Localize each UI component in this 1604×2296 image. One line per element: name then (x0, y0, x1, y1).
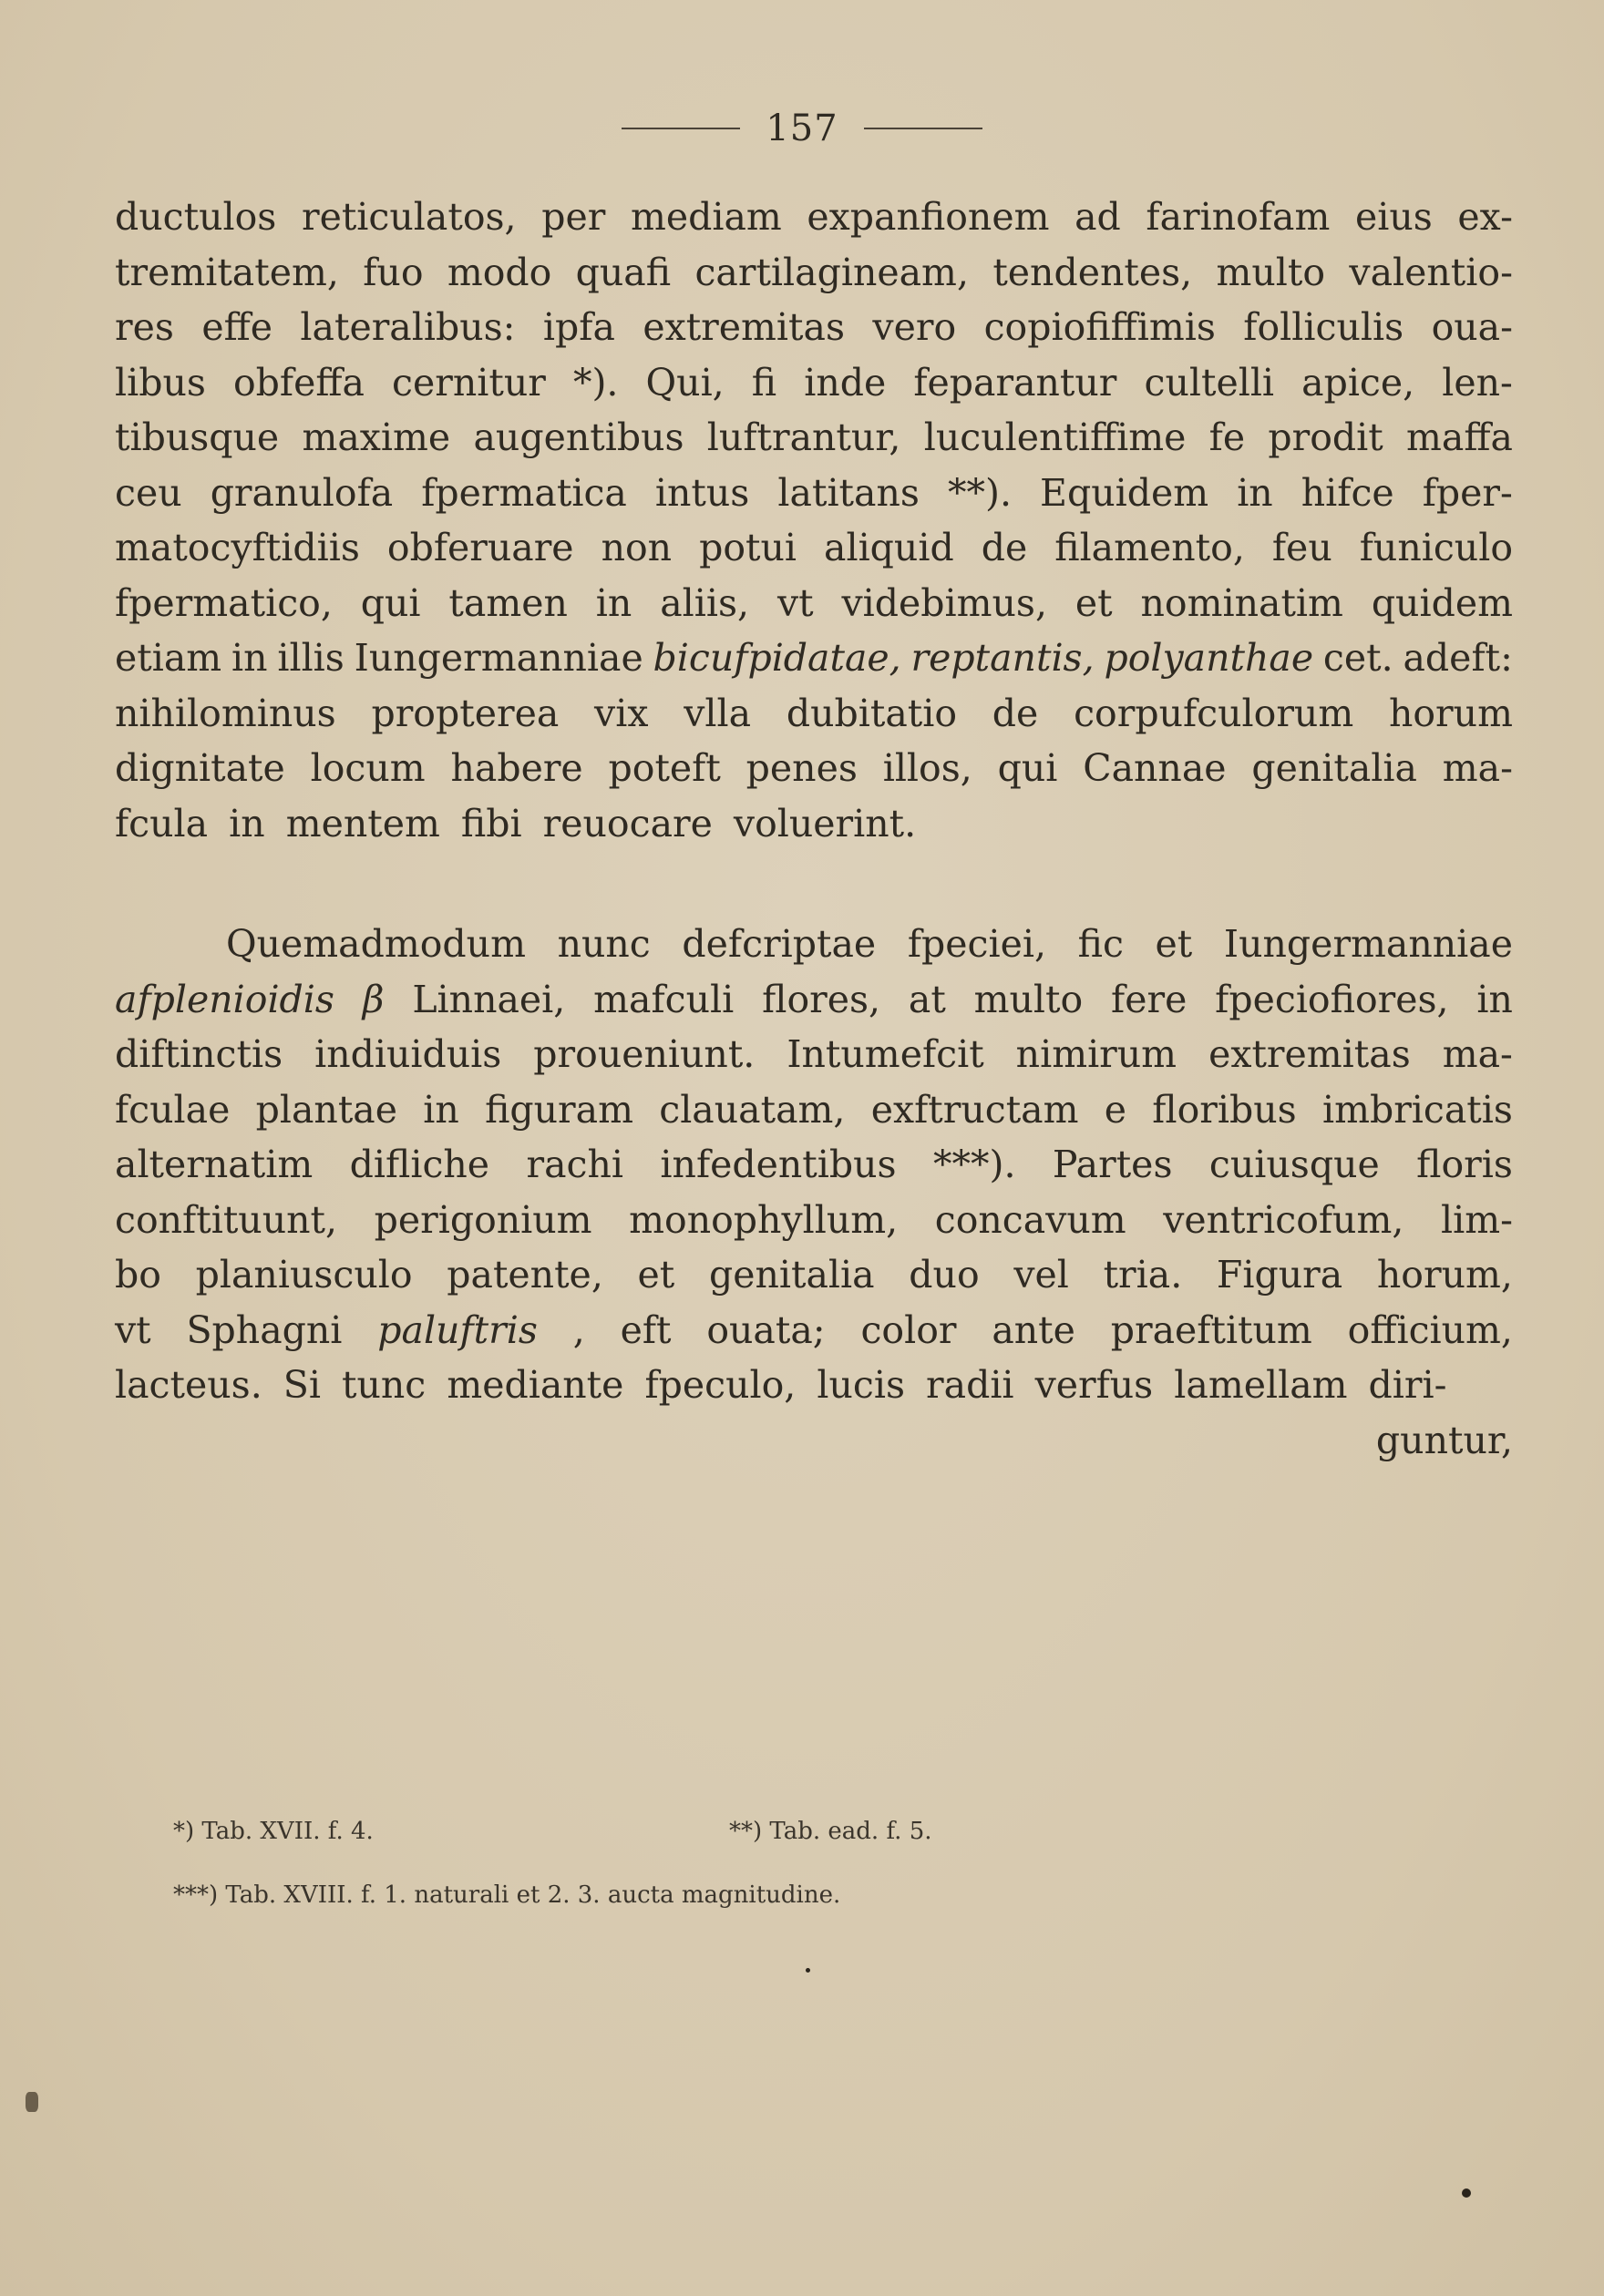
paragraph-1 (115, 190, 1513, 851)
text-line: tremitatem, fuo modo quafi cartilagineam, tendentes, multo valentio- (115, 250, 1513, 294)
text-line: diftinctis indiuiduis proueniunt. Intumefcit nimirum extremitas ma- (115, 1032, 1513, 1076)
text-line: Quemadmodum nunc defcriptae fpeciei, fic et Iungermanniae (226, 922, 1513, 966)
text-line: conftituunt, perigonium monophyllum, concavum ventricofum, lim- (115, 1197, 1513, 1242)
text-line: vt Sphagni paluftris , eft ouata; color ante praeftitum officium, (115, 1307, 1513, 1352)
text-line: fpermatico, qui tamen in aliis, vt videbimus, et nominatim quidem (115, 580, 1513, 625)
text-line: alternatim difliche rachi infedentibus ***). Partes cuiusque floris (115, 1143, 1513, 1186)
page-number: 157 (766, 108, 838, 149)
text-line: dignitate locum habere poteft penes illos, qui Cannae genitalia ma- (115, 746, 1513, 790)
paper-speck (806, 1968, 810, 1973)
text-line: matocyftidiis obferuare non potui aliquid de filamento, feu funiculo (115, 526, 1513, 569)
text-line: lacteus. Si tunc mediante fpeculo, lucis radii verfus lamellam diri- (115, 1363, 1447, 1407)
text-line: fculae plantae in figuram clauatam, exftructam e floribus imbricatis (115, 1087, 1513, 1132)
footnotes (173, 1799, 1449, 1927)
text-line: ductulos reticulatos, per mediam expanfionem ad farinofam eius ex- (115, 195, 1513, 239)
header-rule-right (864, 128, 982, 129)
footnote-3: ***) Tab. XVIII. f. 1. naturali et 2. 3. aucta magnitudine. (173, 1881, 841, 1909)
main-text (115, 190, 1513, 1468)
footnote-2: **) Tab. ead. f. 5. (729, 1818, 932, 1845)
text-line: libus obfeffa cernitur *). Qui, fi inde feparantur cultelli apice, len- (115, 360, 1513, 405)
text-line: tibusque maxime augentibus luftrantur, luculentiffime fe prodit maffa (115, 415, 1513, 459)
catchword-line (115, 1413, 1513, 1469)
paper-speck (1462, 2188, 1471, 2198)
paper-speck (26, 2092, 38, 2112)
text-line: fcula in mentem fibi reuocare voluerint. (115, 801, 917, 846)
text-line: res effe lateralibus: ipfa extremitas vero copiofiffimis folliculis oua- (115, 305, 1513, 349)
text-line: bo planiusculo patente, et genitalia duo vel tria. Figura horum, (115, 1253, 1513, 1297)
text-line: afplenioidis β Linnaei, mafculi flores, at multo fere fpeciofiores, in (115, 977, 1513, 1021)
text-line: ceu granulofa fpermatica intus latitans **). Equidem in hifce fper- (115, 470, 1513, 515)
text-line: nihilominus propterea vix vlla dubitatio de corpufculorum horum (115, 691, 1513, 735)
paragraph-gap (115, 851, 1513, 917)
footnote-1: *) Tab. XVII. f. 4. (173, 1818, 374, 1845)
footnote-row-2 (173, 1863, 1449, 1927)
catchword: guntur, (1375, 1418, 1513, 1462)
paragraph-2 (115, 917, 1513, 1413)
header-rule-left (622, 128, 740, 129)
page-header (0, 108, 1604, 149)
footnote-row-1 (173, 1799, 1449, 1863)
text-line: etiam in illis Iungermanniae bicufpidatae, reptantis, polyanthae cet. adeft: (115, 636, 1513, 680)
